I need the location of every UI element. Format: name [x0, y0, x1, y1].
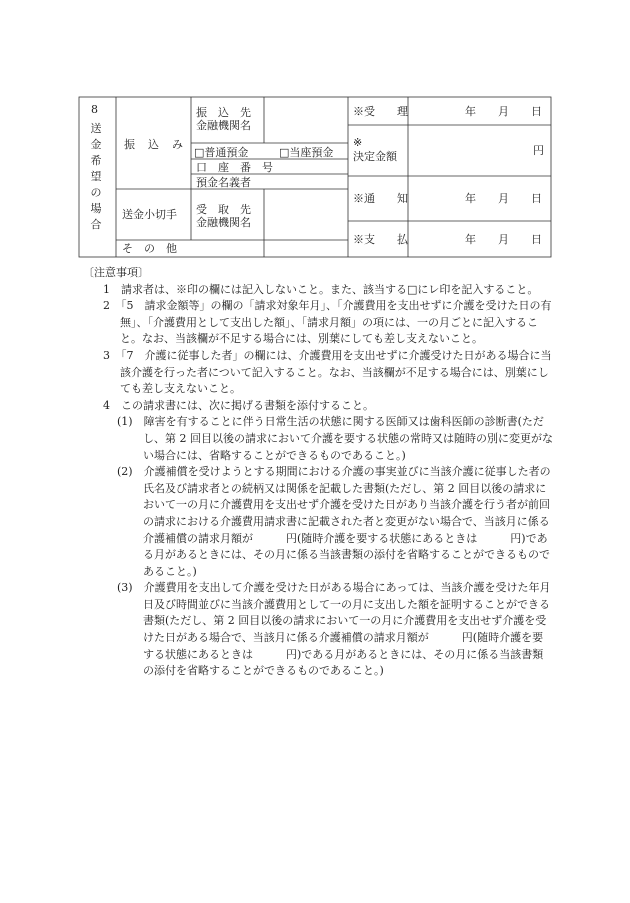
furikomisaki-line2: 金融機関名	[196, 119, 251, 132]
kettei-label: 決定金額	[353, 150, 397, 163]
futsu-checkbox-label[interactable]: □普通預金	[194, 146, 249, 159]
shiharai-label: ※支 払	[353, 233, 408, 246]
note-item: 4 この請求書には、次に掲げる書類を添付すること。	[103, 398, 374, 412]
note-subitem: (3) 介護費用を支出して介護を受けた日がある場合にあっては、当該介護を受けた年月日及び時間並びに当該介護費用として一の月に支出した額を証明することができる書類(ただし、第 2 回目以後の請求において一の月に介護費用を支出せず介護を受けた日がある場合で、当該月に係る介護補償の請求月額が 円(随時介護を要する状態にあるときは 円)である月があるときには、その月に係る当該書類の添付を省略することができるものであること。)	[117, 581, 551, 678]
meigi-label: 預金名義者	[196, 176, 251, 189]
note-item: 2 「5 請求金額等」の欄の「請求対象年月」、「介護費用を支出せずに介護を受けた日の有無」、「介護費用として支出した額」、「請求月額」の項には、一の月ごとに記入すること。なお、当該欄が不足する場合には、別葉にしても差し支えないこと。	[103, 299, 552, 346]
kettei-yen: 円	[533, 144, 544, 157]
uketori-line1: 受 取 先	[196, 203, 251, 216]
section-title-char: の	[90, 186, 102, 199]
kettei-mark: ※	[353, 136, 363, 149]
section-title-char: 合	[90, 218, 102, 231]
section-number: 8	[91, 103, 98, 116]
section-title-char: 望	[90, 170, 102, 183]
furikomisaki-label	[196, 106, 251, 132]
uketori-label	[196, 203, 251, 229]
shiharai-date: 年 月 日	[465, 233, 542, 246]
notes-section	[83, 265, 553, 680]
notes-header: 〔注意事項〕	[83, 266, 149, 279]
juri-label: ※受 理	[353, 105, 408, 118]
section-title-char: 送	[90, 122, 102, 135]
note-subitem: (2) 介護補償を受けようとする期間における介護の事実並びに当該介護に従事した者の氏名及び請求者との続柄又は関係を記載した書類(ただし、第 2 回目以後の請求において一の月に介護費用を支出せず介護を受けた日があり当該介護を行う者が前回の請求における介護費用請求書に記載された者と変更がない場合で、当該月に係る介護補償の請求月額が 円(随時介護を要する状態にあるときは 円)である月があるときには、その月に係る当該書類の添付を省略することができるものであること。)	[117, 465, 551, 578]
tsuchi-label: ※通 知	[353, 192, 408, 205]
sonota-label: そ の 他	[122, 242, 177, 255]
note-subitem: (1) 障害を有することに伴う日常生活の状態に関する医師又は歯科医師の診断書(ただし、第 2 回目以後の請求において介護を要する状態の常時又は随時の別に変更がない場合には、省略することができるものであること。)	[117, 415, 553, 462]
toza-checkbox-label[interactable]: □当座預金	[279, 146, 334, 159]
note-item: 1 請求者は、※印の欄には記入しないこと。また、該当する□にレ印を記入すること。	[103, 282, 539, 296]
section-title-char: 場	[90, 202, 102, 215]
tsuchi-date: 年 月 日	[465, 192, 542, 205]
section-title-char: 金	[90, 138, 102, 151]
kogitte-label: 送金小切手	[122, 208, 177, 221]
koza-label: 口 座 番 号	[196, 161, 273, 174]
section-title-char: 希	[90, 154, 102, 167]
furikomi-label: 振 込 み	[124, 138, 184, 151]
juri-date: 年 月 日	[465, 105, 542, 118]
furikomisaki-line1: 振 込 先	[196, 106, 251, 119]
note-item: 3 「7 介護に従事した者」の欄には、介護費用を支出せずに介護受けた日がある場合に当該介護を行った者について記入すること。なお、当該欄が不足する場合には、別葉にしても差し支えないこと。	[103, 348, 552, 396]
uketori-line2: 金融機関名	[196, 216, 251, 229]
section-title	[86, 121, 106, 277]
